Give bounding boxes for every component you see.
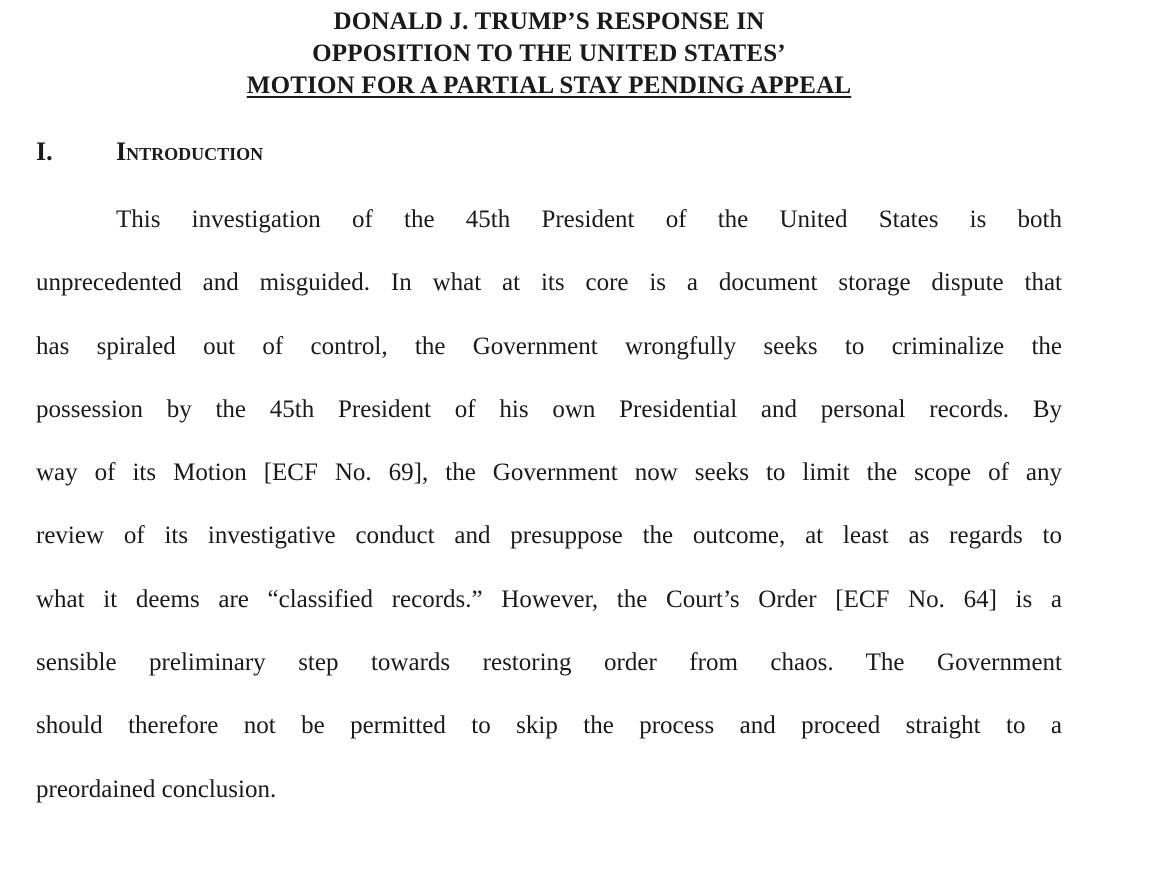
document-title [0,6,1098,102]
section-number: I. [36,137,53,166]
paragraph-line: has spiraled out of control, the Government wrongfully seeks to criminalize the [36,332,1062,360]
paragraph-line: This investigation of the 45th President of the United States is both [116,206,1062,233]
title-line-1: DONALD J. TRUMP’S RESPONSE IN [333,8,765,35]
paragraph-line: sensible preliminary step towards restoring order from chaos. The Government [36,649,1062,677]
paragraph-line: review of its investigative conduct and presuppose the outcome, at least as regards to [36,522,1062,550]
section-title: Introduction [116,137,264,166]
paragraph-line: preordained conclusion. [36,775,277,803]
title-line-3: MOTION FOR A PARTIAL STAY PENDING APPEAL [246,72,852,99]
paragraph-line: way of its Motion [ECF No. 69], the Government now seeks to limit the scope of any [36,459,1062,487]
section-heading [36,134,263,170]
paragraph-line: unprecedented and misguided. In what at its core is a document storage dispute that [36,269,1062,297]
paragraph-line: should therefore not be permitted to skip the process and proceed straight to a [36,712,1062,740]
paragraph-line: what it deems are “classified records.” However, the Court’s Order [ECF No. 64] is a [36,585,1062,613]
title-line-2: OPPOSITION TO THE UNITED STATES’ [312,40,786,67]
introduction-paragraph [36,188,1062,821]
paragraph-line: possession by the 45th President of his own Presidential and personal records. By [36,395,1062,423]
